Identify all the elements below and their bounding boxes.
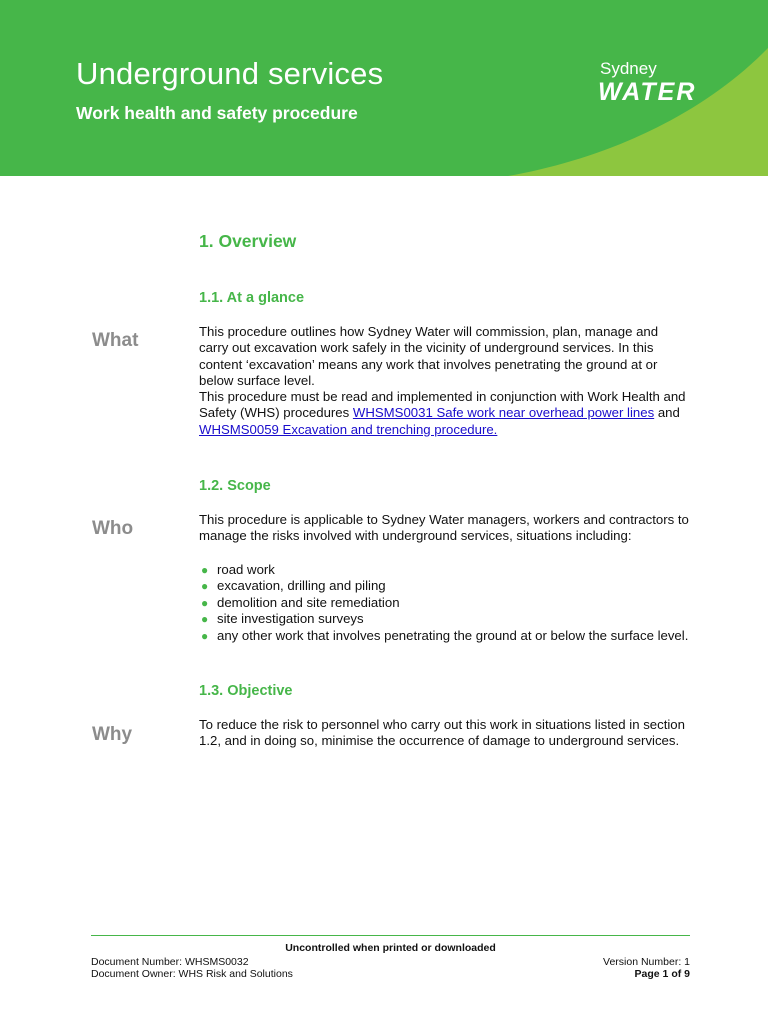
link-whsms0031[interactable]: WHSMS0031 Safe work near overhead power lines (352, 405, 655, 421)
document-header (0, 0, 768, 176)
side-label-what: What (92, 330, 139, 351)
what-paragraph-2 (199, 389, 689, 438)
bullet-icon: ● (201, 612, 209, 627)
document-subtitle: Work health and safety procedure (76, 103, 358, 123)
list-item (199, 611, 689, 627)
list-item-text: any other work that involves penetrating the ground at or below the surface level. (217, 627, 689, 643)
list-item (199, 628, 689, 644)
list-item-text: demolition and site remediation (217, 594, 400, 610)
what-paragraph-2-text-a: This procedure must be read and implemented in conjunction with Work Health and Safety (WHS) procedures (199, 389, 686, 421)
what-paragraph-2-text-b: and (654, 405, 680, 421)
section-heading-overview: 1. Overview (199, 231, 297, 251)
bullet-icon: ● (201, 579, 209, 594)
bullet-icon: ● (201, 628, 209, 643)
logo-text-sydney: Sydney (600, 59, 657, 78)
link-whsms0059[interactable]: WHSMS0059 Excavation and trenching procedure. (199, 421, 498, 437)
side-label-who: Who (92, 518, 134, 539)
subsection-heading-objective: 1.3. Objective (199, 683, 293, 699)
footer-divider (91, 935, 690, 936)
list-item (199, 578, 689, 594)
list-item-text: excavation, drilling and piling (217, 578, 386, 594)
list-item-text: site investigation surveys (217, 611, 364, 627)
subsection-heading-scope: 1.2. Scope (199, 478, 271, 494)
list-item (199, 595, 689, 611)
list-item-text: road work (217, 562, 275, 577)
footer-page-number: Page 1 of 9 (634, 968, 690, 980)
objective-paragraph: To reduce the risk to personnel who carry out this work in situations listed in section 1.2, and in doing so, minimise the occurrence of damage to underground services. (199, 717, 685, 749)
what-paragraph-1: This procedure outlines how Sydney Water will commission, plan, manage and carry out excavation work safely in the vicinity of underground services. In this content ‘excavation’ means any work that involves penetrating the ground at or below surface level. (199, 324, 659, 389)
subsection-heading-at-a-glance: 1.1. At a glance (199, 290, 305, 306)
logo-text-water: WATER (598, 78, 697, 106)
scope-paragraph: This procedure is applicable to Sydney Water managers, workers and contractors to manage the risks involved with underground services, situations including: (199, 512, 689, 544)
scope-bullet-list (199, 562, 689, 644)
footer-document-owner: Document Owner: WHS Risk and Solutions (91, 968, 293, 980)
footer-version-number: Version Number: 1 (603, 956, 690, 968)
footer-document-number: Document Number: WHSMS0032 (91, 956, 249, 968)
sydney-water-logo (598, 60, 696, 106)
document-title: Underground services (76, 56, 384, 91)
list-item (199, 562, 689, 578)
bullet-icon: ● (201, 563, 209, 577)
footer-uncontrolled-notice: Uncontrolled when printed or downloaded (285, 942, 496, 954)
side-label-why: Why (92, 724, 133, 745)
bullet-icon: ● (201, 595, 209, 610)
